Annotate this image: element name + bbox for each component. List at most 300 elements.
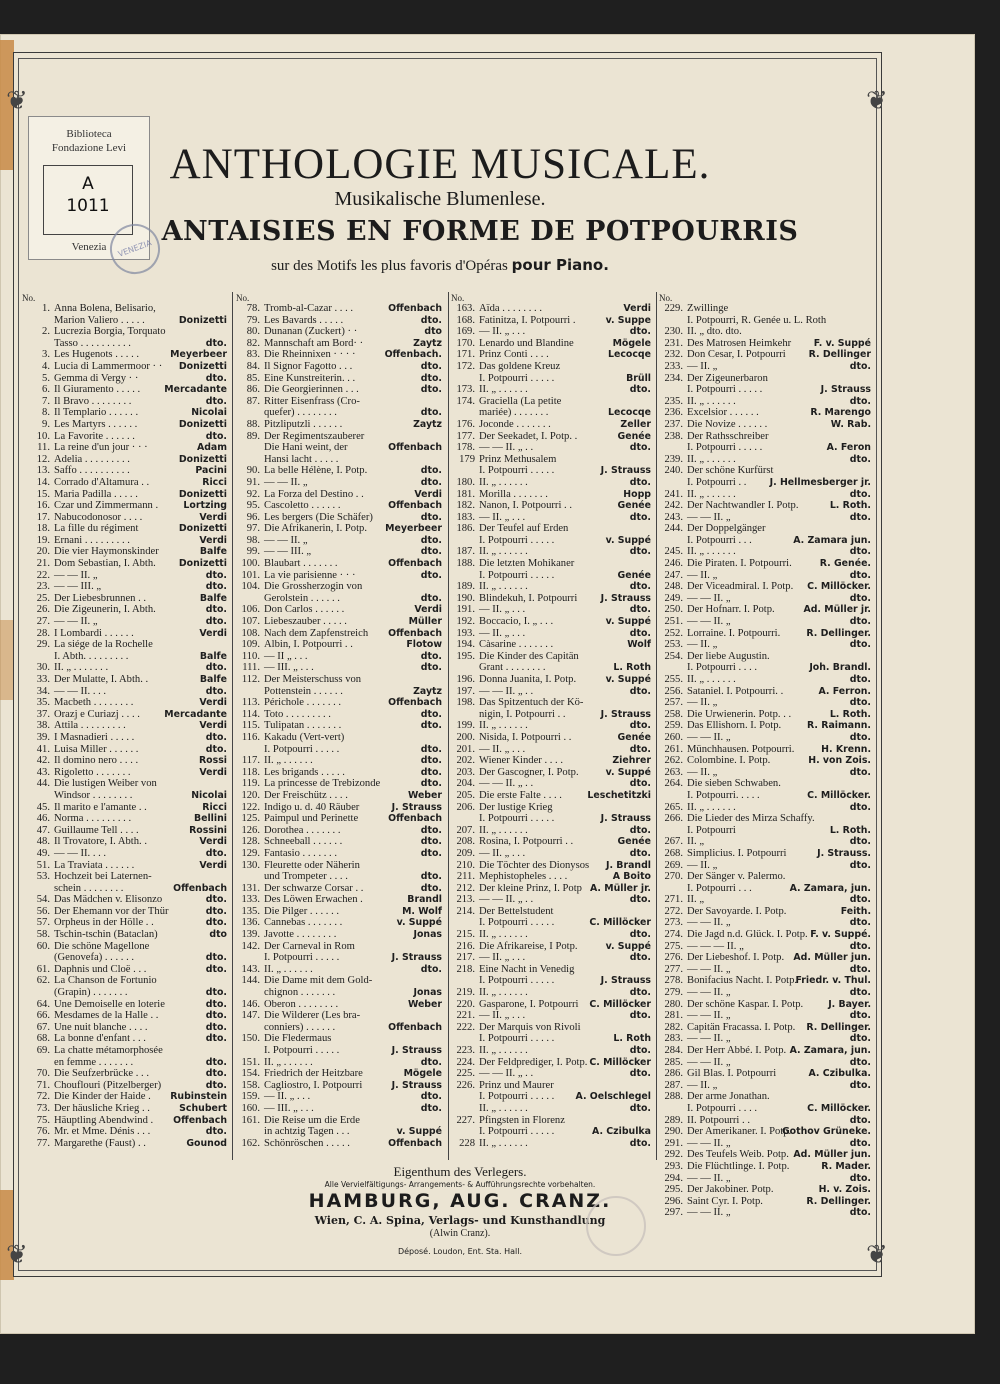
entry-title: Il Trovatore, I. Abth. . (54, 836, 147, 848)
catalogue-entry (659, 975, 871, 987)
vienna-publisher: Wien, C. A. Spina, Verlags- und Kunsthandlung (314, 1214, 606, 1227)
corner-ornament-icon: ❦ (866, 1240, 888, 1270)
entry-title: Die Piraten. I. Potpourri. (687, 558, 792, 570)
catalogue-entry (451, 442, 651, 454)
catalogue-entry (659, 1022, 871, 1034)
entry-composer: Verdi (199, 859, 227, 871)
entry-number: 27. (36, 616, 50, 628)
entry-number: 168. (456, 314, 475, 326)
catalogue-entry (451, 755, 651, 767)
entry-composer: Lortzing (183, 500, 227, 512)
entry-number: 204. (456, 778, 475, 790)
entry-composer: dto. (849, 1137, 871, 1149)
entry-number: 281. (664, 1010, 683, 1022)
entry-number: 216. (456, 940, 475, 952)
entry-number: 90. (246, 465, 260, 477)
entry-number: 288. (664, 1091, 683, 1103)
entry-number: 83. (246, 349, 260, 361)
entry-number: 243. (664, 511, 683, 523)
entry-number: 226. (456, 1079, 475, 1091)
catalogue-entry (451, 709, 651, 721)
entry-title: La Chanson de Fortunio (54, 975, 157, 987)
entry-number: 206. (456, 801, 475, 813)
entry-title: Don Carlos . . . . . . (264, 604, 345, 616)
catalogue-entry (22, 1068, 227, 1080)
entry-title: Cagliostro, I. Potpourri (264, 1079, 363, 1091)
entry-title: Orpheus in der Hölle . . (54, 917, 154, 929)
catalogue-entry (451, 917, 651, 929)
entry-number: 274. (664, 929, 683, 941)
catalogue-entry (659, 593, 871, 605)
catalogue-column-3 (451, 294, 651, 1149)
entry-number: 295. (664, 1184, 683, 1196)
entry-composer: dto. (420, 534, 442, 546)
entry-title: Il Bravo . . . . . . . . (54, 395, 132, 407)
entry-title: Eine Kunstreiterin. . . (264, 372, 356, 384)
catalogue-entry (236, 1068, 442, 1080)
entry-title: Tromb-al-Cazar . . . . (264, 303, 354, 314)
entry-title: Der Marquis von Rivoli (479, 1021, 581, 1033)
entry-number: 95. (246, 500, 260, 512)
entry-composer: dto. (849, 801, 871, 813)
catalogue-entry (22, 442, 227, 454)
entry-composer: R. Mader. (821, 1160, 871, 1172)
entry-title: (Grapin) . . . . . . . (54, 987, 128, 999)
catalogue-entry (659, 512, 871, 524)
catalogue-entry (659, 523, 871, 535)
entry-number: 188. (456, 558, 475, 570)
entry-number: 257. (664, 697, 683, 709)
entry-number: 292. (664, 1149, 683, 1161)
catalogue-entry (659, 894, 871, 906)
entry-title: II. „ . . . . . . (687, 488, 736, 500)
entry-number: 37. (36, 708, 50, 720)
entry-composer: dto. (420, 755, 442, 767)
entry-number: 186. (456, 523, 475, 535)
entry-number: 2. (42, 326, 50, 338)
instrument-text: pour Piano. (511, 256, 609, 274)
catalogue-entry (22, 1080, 227, 1092)
entry-title: Die Afrikanerin, I. Potp. (264, 523, 367, 535)
catalogue-entry (659, 1068, 871, 1080)
entry-composer: J. Strauss (391, 1079, 442, 1091)
entry-number: 245. (664, 546, 683, 558)
catalogue-entry (236, 662, 442, 674)
entry-title: Paimpul und Perinette (264, 813, 359, 825)
entry-composer: Offenbach (388, 1021, 442, 1033)
entry-composer: dto. (205, 1079, 227, 1091)
entry-title: Dunanan (Zuckert) · · (264, 326, 358, 338)
catalogue-entry (22, 1045, 227, 1057)
entry-title: Lucia di Lammermoor · · (54, 360, 163, 372)
catalogue-entry (451, 1068, 651, 1080)
entry-title: Guillaume Tell . . . . (54, 824, 139, 836)
entry-title: Grant . . . . . . . . (479, 662, 546, 674)
page-subtitle: Musikalische Blumenlese. (334, 188, 546, 210)
entry-composer: dto. (205, 685, 227, 697)
catalogue-entry (236, 431, 442, 443)
entry-composer: A. Müller jr. (590, 882, 651, 894)
catalogue-entry (22, 720, 227, 732)
entry-number: 212. (456, 882, 475, 894)
entry-composer: Bellini (193, 813, 227, 825)
entry-title: Les brigands . . . . . (264, 766, 345, 778)
catalogue-entry (236, 384, 442, 396)
entry-composer: Verdi (623, 303, 651, 314)
entry-number: 285. (664, 1056, 683, 1068)
entry-number: 189. (456, 581, 475, 593)
entry-title: Der häusliche Krieg . . (54, 1102, 150, 1114)
entry-title: II. „ dto. dto. (687, 326, 742, 338)
catalogue-entry (22, 987, 227, 999)
entry-composer: Donizetti (178, 360, 227, 372)
catalogue-entry (451, 338, 651, 350)
entry-composer: Genée (617, 836, 651, 848)
entry-composer: dto. (205, 917, 227, 929)
entry-number: 131. (241, 882, 260, 894)
entry-number: 75. (36, 1114, 50, 1126)
entry-composer: Verdi (199, 697, 227, 709)
entry-composer: L. Roth (613, 662, 651, 674)
catalogue-entry (236, 1033, 442, 1045)
entry-title: — II. „ (687, 859, 718, 871)
entry-title: — — II. „ (687, 963, 731, 975)
entry-composer: Rossi (198, 755, 227, 767)
entry-composer: Verdi (199, 720, 227, 732)
entry-title: Die Afrikareise, I Potp. (479, 940, 578, 952)
catalogue-entry (451, 616, 651, 628)
entry-title: Une Demoiselle en loterie (54, 998, 165, 1010)
entry-title: Capitän Fracassa. I. Potp. (687, 1021, 796, 1033)
entry-number: 187. (456, 546, 475, 558)
catalogue-entry (236, 929, 442, 941)
entry-number: 125. (241, 813, 260, 825)
column-divider (232, 292, 233, 1160)
catalogue-entry (659, 1126, 871, 1138)
entry-composer: dto. (629, 476, 651, 488)
entry-title: — — II. „ . . (479, 1068, 534, 1080)
entry-title: Des Löwen Erwachen . (264, 894, 363, 906)
entry-title: Das Ellishorn. I. Potp. (687, 720, 782, 732)
catalogue-entry (659, 581, 871, 593)
catalogue-entry (22, 999, 227, 1011)
catalogue-entry (451, 825, 651, 837)
entry-composer: dto. (420, 1091, 442, 1103)
entry-composer: dto. (849, 395, 871, 407)
entry-title: Dorothea . . . . . . . (264, 824, 341, 836)
entry-title: Margarethe (Faust) . . (54, 1137, 146, 1149)
entry-number: 174. (456, 395, 475, 407)
entry-title: Simplicius. I. Potpourri (687, 847, 787, 859)
entry-number: 82. (246, 337, 260, 349)
entry-title: — III. „ . . . (264, 662, 314, 674)
column-number-header: No. (451, 293, 465, 303)
entry-title: Die Kinder der Haide . (54, 1091, 151, 1103)
entry-composer: v. Suppé (605, 674, 651, 685)
catalogue-entry (22, 964, 227, 976)
entry-number: 162. (241, 1137, 260, 1149)
entry-title: II. „ . . . . . . (479, 929, 528, 941)
entry-number: 286. (664, 1068, 683, 1080)
catalogue-entry (236, 407, 442, 419)
catalogue-entry (659, 802, 871, 814)
entry-title: Der Meisterschuss von (264, 674, 362, 685)
entry-composer: J. Strauss (820, 384, 871, 396)
entry-title: II. „ . . . . . . (479, 987, 528, 999)
entry-number: 11. (37, 442, 50, 454)
entry-title: Die Grossherzogin von (264, 581, 363, 593)
entry-composer: dto. (849, 1033, 871, 1045)
entry-composer: Genée (617, 731, 651, 743)
entry-composer: dto. (205, 337, 227, 349)
entry-title: Maria Padilla . . . . . (54, 488, 138, 500)
entry-title: Fantasio . . . . . . . (264, 847, 337, 859)
entry-title: Der schwarze Corsar . . (264, 882, 364, 894)
catalogue-entry (451, 384, 651, 396)
entry-title: I. Potpourri, R. Genée u. L. Roth (687, 314, 827, 326)
entry-composer: dto. (205, 1033, 227, 1045)
entry-composer: J. Strauss (600, 708, 651, 720)
catalogue-entry (451, 651, 651, 663)
entry-composer: R. Raimann. (807, 720, 871, 732)
catalogue-entry (451, 558, 651, 570)
entry-number: 18. (36, 523, 50, 535)
entry-number: 70. (36, 1068, 50, 1080)
entry-composer: dto. (420, 407, 442, 419)
entry-composer: J. Strauss (600, 592, 651, 604)
entry-number: 169. (456, 326, 475, 338)
catalogue-entry (659, 558, 871, 570)
entry-number: 46. (36, 813, 50, 825)
entry-number: 176. (456, 418, 475, 430)
entry-number: 118. (241, 766, 260, 778)
entry-title: — — II. „ (687, 1172, 731, 1184)
entry-title: Périchole . . . . . . . (264, 697, 342, 709)
entry-number: 238. (664, 430, 683, 442)
entry-number: 287. (664, 1079, 683, 1091)
entry-title: Ritter Eisenfrass (Cro- (264, 395, 360, 407)
entry-composer: Pacini (195, 465, 227, 477)
catalogue-entry (236, 558, 442, 570)
catalogue-entry (659, 407, 871, 419)
entry-number: 128. (241, 836, 260, 848)
catalogue-entry (22, 604, 227, 616)
entry-composer: J. Strauss (600, 975, 651, 987)
catalogue-entry (451, 431, 651, 443)
entry-number: 171. (456, 349, 475, 361)
entry-composer: v. Suppé (605, 616, 651, 628)
entry-title: Münchhausen. Potpourri. (687, 743, 795, 755)
entry-composer: Feith. (840, 905, 871, 917)
entry-title: conniers) . . . . . . (264, 1021, 336, 1033)
entry-composer: dto. (849, 488, 871, 500)
catalogue-entry (659, 639, 871, 651)
entry-composer: dto. (205, 952, 227, 964)
entry-title: Häuptling Abendwind . (54, 1114, 154, 1126)
catalogue-entry (659, 790, 871, 802)
entry-number: 92. (246, 488, 260, 500)
entry-number: 135. (241, 905, 260, 917)
entry-composer: Brandl (407, 894, 442, 906)
catalogue-entry (451, 477, 651, 489)
catalogue-entry (236, 964, 442, 976)
entry-title: Fatinitza, I. Potpourri . (479, 314, 576, 326)
catalogue-entry (22, 477, 227, 489)
entry-title: Die letzten Mohikaner (479, 558, 575, 570)
entry-title: Der Teufel auf Erden (479, 523, 569, 535)
column-number-header: No. (22, 293, 36, 303)
entry-composer: dto. (849, 639, 871, 651)
entry-title: — — II. „ (54, 569, 98, 581)
catalogue-entry (236, 500, 442, 512)
series-description (0, 256, 940, 275)
catalogue-entry (451, 361, 651, 373)
catalogue-entry (451, 465, 651, 477)
entry-number: 263. (664, 766, 683, 778)
entry-title: Eine Nacht in Venedig (479, 963, 575, 975)
entry-number: 20. (36, 546, 50, 558)
entry-number: 29. (36, 639, 50, 651)
entry-number: 259. (664, 720, 683, 732)
catalogue-entry (451, 581, 651, 593)
entry-title: I. Potpourri . . (687, 476, 747, 488)
entry-title: Il Templario . . . . . . (54, 407, 139, 419)
entry-number: 242. (664, 500, 683, 512)
catalogue-entry (659, 1149, 871, 1161)
catalogue-entry (659, 825, 871, 837)
entry-number: 198. (456, 697, 475, 709)
catalogue-entry (22, 1115, 227, 1127)
catalogue-entry (659, 697, 871, 709)
entry-composer: Ricci (202, 801, 227, 813)
entry-title: II. „ . . . . . . (479, 581, 528, 593)
library-city: Venezia (71, 241, 107, 253)
catalogue-entry (236, 720, 442, 732)
catalogue-entry (659, 686, 871, 698)
entry-number: 158. (241, 1079, 260, 1091)
catalogue-entry (659, 1103, 871, 1115)
catalogue-entry (659, 744, 871, 756)
entry-number: 262. (664, 755, 683, 767)
entry-number: 253. (664, 639, 683, 651)
catalogue-entry (236, 1091, 442, 1103)
catalogue-entry (451, 720, 651, 732)
entry-title: Die Hani weint, der (264, 442, 348, 454)
entry-title: Der arme Jonathan. (687, 1091, 770, 1103)
entry-title: (Genovefa) . . . . . . (54, 952, 135, 964)
entry-composer: dto. (629, 442, 651, 454)
entry-composer: dto. (420, 511, 442, 523)
catalogue-entry (659, 396, 871, 408)
entry-composer: dto. (629, 720, 651, 732)
entry-composer: Donizetti (178, 314, 227, 326)
catalogue-entry (22, 883, 227, 895)
entry-composer: A. Czibulka. (808, 1068, 871, 1080)
catalogue-entry (659, 442, 871, 454)
entry-number: 179 (459, 453, 475, 465)
entry-title: Joconde . . . . . . . (479, 418, 551, 430)
entry-title: Die lustigen Weiber von (54, 778, 157, 790)
entry-title: Chouflouri (Pitzelberger) (54, 1079, 162, 1091)
entry-title: Der kleine Prinz, I. Potp (479, 882, 582, 894)
motifs-text: sur des Motifs les plus favoris d'Opéras (271, 258, 508, 274)
entry-title: Graciella (La petite (479, 395, 562, 407)
entry-number: 202. (456, 755, 475, 767)
catalogue-entry (451, 303, 651, 315)
entry-title: — III. „ . . . (264, 1102, 314, 1114)
entry-title: — II. „ (687, 569, 718, 581)
entry-number: 30. (36, 662, 50, 674)
entry-number: 112. (241, 674, 260, 685)
entry-number: 5. (42, 372, 50, 384)
entry-title: — II „ . . . (264, 650, 308, 662)
catalogue-entry (236, 1057, 442, 1069)
entry-composer: Balfe (199, 592, 227, 604)
catalogue-entry (451, 604, 651, 616)
entry-title: Die Lieder des Mirza Schaffy. (687, 813, 815, 825)
catalogue-entry (236, 952, 442, 964)
entry-composer: Balfe (199, 674, 227, 685)
entry-composer: dto. (629, 384, 651, 396)
entry-composer: Offenbach (388, 627, 442, 639)
entry-number: 12. (36, 453, 50, 465)
entry-composer: dto. (629, 326, 651, 338)
entry-number: 211. (456, 871, 475, 883)
entry-title: Die Georgierinnen . . . (264, 384, 359, 396)
entry-title: — — II. „ . . (479, 442, 534, 454)
entry-number: 113. (241, 697, 260, 709)
entry-composer: Balfe (199, 546, 227, 558)
entry-number: 144. (241, 975, 260, 987)
catalogue-entry (236, 593, 442, 605)
entry-number: 136. (241, 917, 260, 929)
entry-composer: Rubinstein (170, 1091, 227, 1103)
entry-number: 220. (456, 998, 475, 1010)
entry-title: Die schöne Magellone (54, 940, 150, 952)
catalogue-entry (236, 419, 442, 431)
catalogue-entry (22, 384, 227, 396)
entry-composer: R. Genée. (819, 558, 871, 570)
catalogue-entry (451, 1033, 651, 1045)
entry-title: La belle Hélène, I. Potp. (264, 465, 368, 477)
entry-number: 210. (456, 859, 475, 871)
entry-number: 57. (36, 917, 50, 929)
entry-title: Blaubart . . . . . . . (264, 558, 338, 570)
entry-composer: H. von Zois. (808, 755, 871, 767)
catalogue-entry (451, 326, 651, 338)
entry-composer: Ad. Müller jun. (793, 952, 871, 964)
catalogue-entry (451, 1045, 651, 1057)
entry-title: Pottenstein . . . . . . (264, 685, 343, 697)
entry-composer: H. Krenn. (821, 743, 871, 755)
catalogue-entry (236, 709, 442, 721)
entry-title: Friedrich der Heitzbare (264, 1068, 363, 1080)
entry-composer: J. Strauss (600, 813, 651, 825)
entry-title: Oberon . . . . . . . . (264, 998, 339, 1010)
entry-composer: Verdi (199, 627, 227, 639)
catalogue-entry (22, 975, 227, 987)
entry-number: 89. (246, 430, 260, 442)
catalogue-entry (22, 790, 227, 802)
entry-composer: dto. (849, 963, 871, 975)
entry-composer: A. Oelschlegel (575, 1091, 651, 1103)
entry-number: 252. (664, 627, 683, 639)
entry-title: La reine d'un jour · · · (54, 442, 148, 454)
catalogue-entry (659, 848, 871, 860)
entry-title: Nisida, I. Potpourri . . (479, 731, 572, 743)
entry-number: 88. (246, 418, 260, 430)
entry-number: 283. (664, 1033, 683, 1045)
